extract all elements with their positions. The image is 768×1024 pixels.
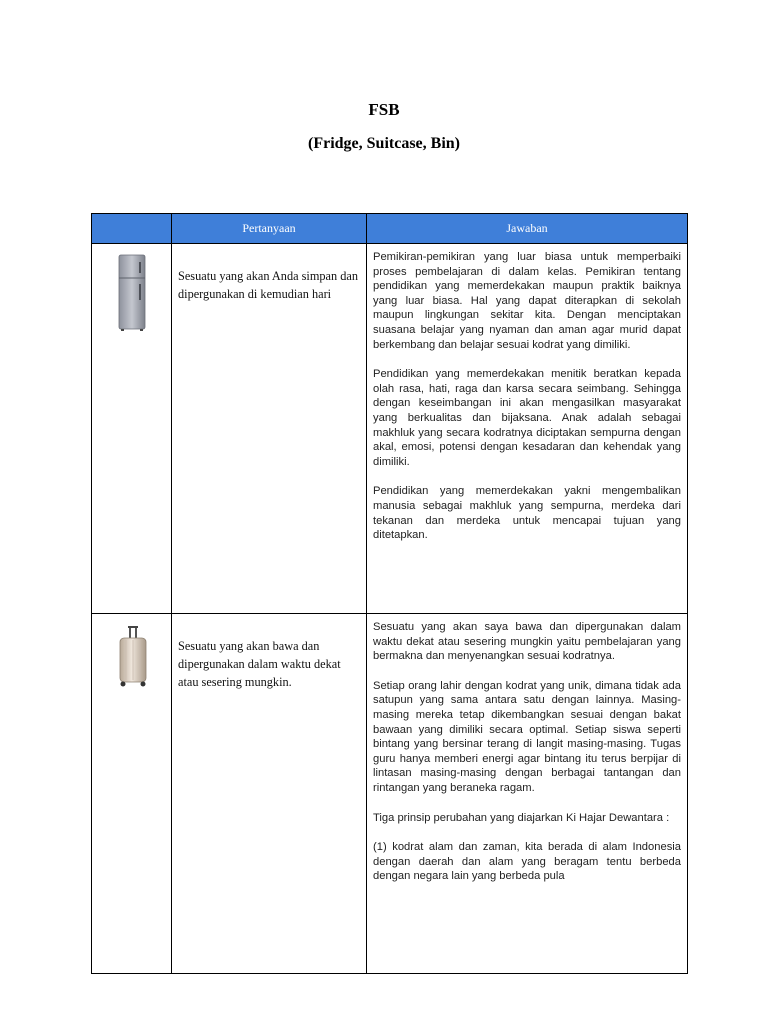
answer-paragraph: Pendidikan yang memerdekakan menitik beratkan kepada olah rasa, hati, raga dan karsa secara seimbang. Sehingga dengan keseimbangan ini akan mengasilkan masyarakat yang berkualitas dan bijaksana. Anak adalah sebagai makhluk yang secara kodratnya diciptakan sempurna dengan akal, emosi, potensi dengan kesadaran dan kehendak yang dimiliki. [373,368,681,468]
answer-paragraph: Tiga prinsip perubahan yang diajarkan Ki Hajar Dewantara : [373,811,670,824]
table-header-row [92,214,688,244]
answer-content [373,620,681,950]
header-pertanyaan: Pertanyaan [172,214,367,244]
header-image-column [92,214,172,244]
page-subtitle: (Fridge, Suitcase, Bin) [308,135,460,152]
question-cell: Sesuatu yang akan Anda simpan dan dipergunakan di kemudian hari [172,244,367,614]
fsb-table [91,213,688,974]
suitcase-image-cell [92,614,172,974]
page-title: FSB [368,100,400,119]
suitcase-icon [114,626,150,688]
answer-cell [367,614,688,974]
header-jawaban: Jawaban [367,214,688,244]
answer-paragraph: Sesuatu yang akan saya bawa dan dipergunakan dalam waktu dekat atau sesering mungkin yaitu pembelajaran yang bermakna dan menyenangkan sesuai kodratnya. [373,621,681,663]
answer-paragraph: (1) kodrat alam dan zaman, kita berada di alam Indonesia dengan daerah dan alam yang beragam tentu berbeda dengan negara lain yang berbeda pula [373,841,681,883]
table-row [92,614,688,974]
answer-cell [367,244,688,614]
question-cell: Sesuatu yang akan bawa dan dipergunakan dalam waktu dekat atau sesering mungkin. [172,614,367,974]
fridge-icon [117,254,147,332]
fridge-image-cell [92,244,172,614]
table-row [92,244,688,614]
answer-paragraph: Pemikiran-pemikiran yang luar biasa untuk memperbaiki proses pembelajaran di dalam kelas. Pemikiran tentang pendidikan yang memerdekakan maupun praktik baiknya yang luar biasa. Hal yang dapat diterapkan di sekolah maupun lingkungan sekitar kita. Dengan menciptakan suasana belajar yang nyaman dan aman agar murid dapat berkembang dan belajar sesuai kodrat yang dimiliki. [373,251,681,351]
answer-paragraph: Setiap orang lahir dengan kodrat yang unik, dimana tidak ada satupun yang sama antara satu dengan lainnya. Masing-masing mereka tetap dikembangkan sesuai dengan bakat bawaan yang dimiliki secara optimal. Setiap siswa seperti bintang yang bersinar terang di langit masing-masing. Tugas guru hanya memberi energi agar bintang itu terus berpijar di lintasan masing-masing dengan berbagai tantangan dan rintangan yang beraneka ragam. [373,679,681,794]
answer-paragraph: Pendidikan yang memerdekakan yakni mengembalikan manusia sebagai makhluk yang sempurna, merdeka dari tekanan dan merdeka untuk mencapai tujuan yang ditetapkan. [373,485,681,542]
